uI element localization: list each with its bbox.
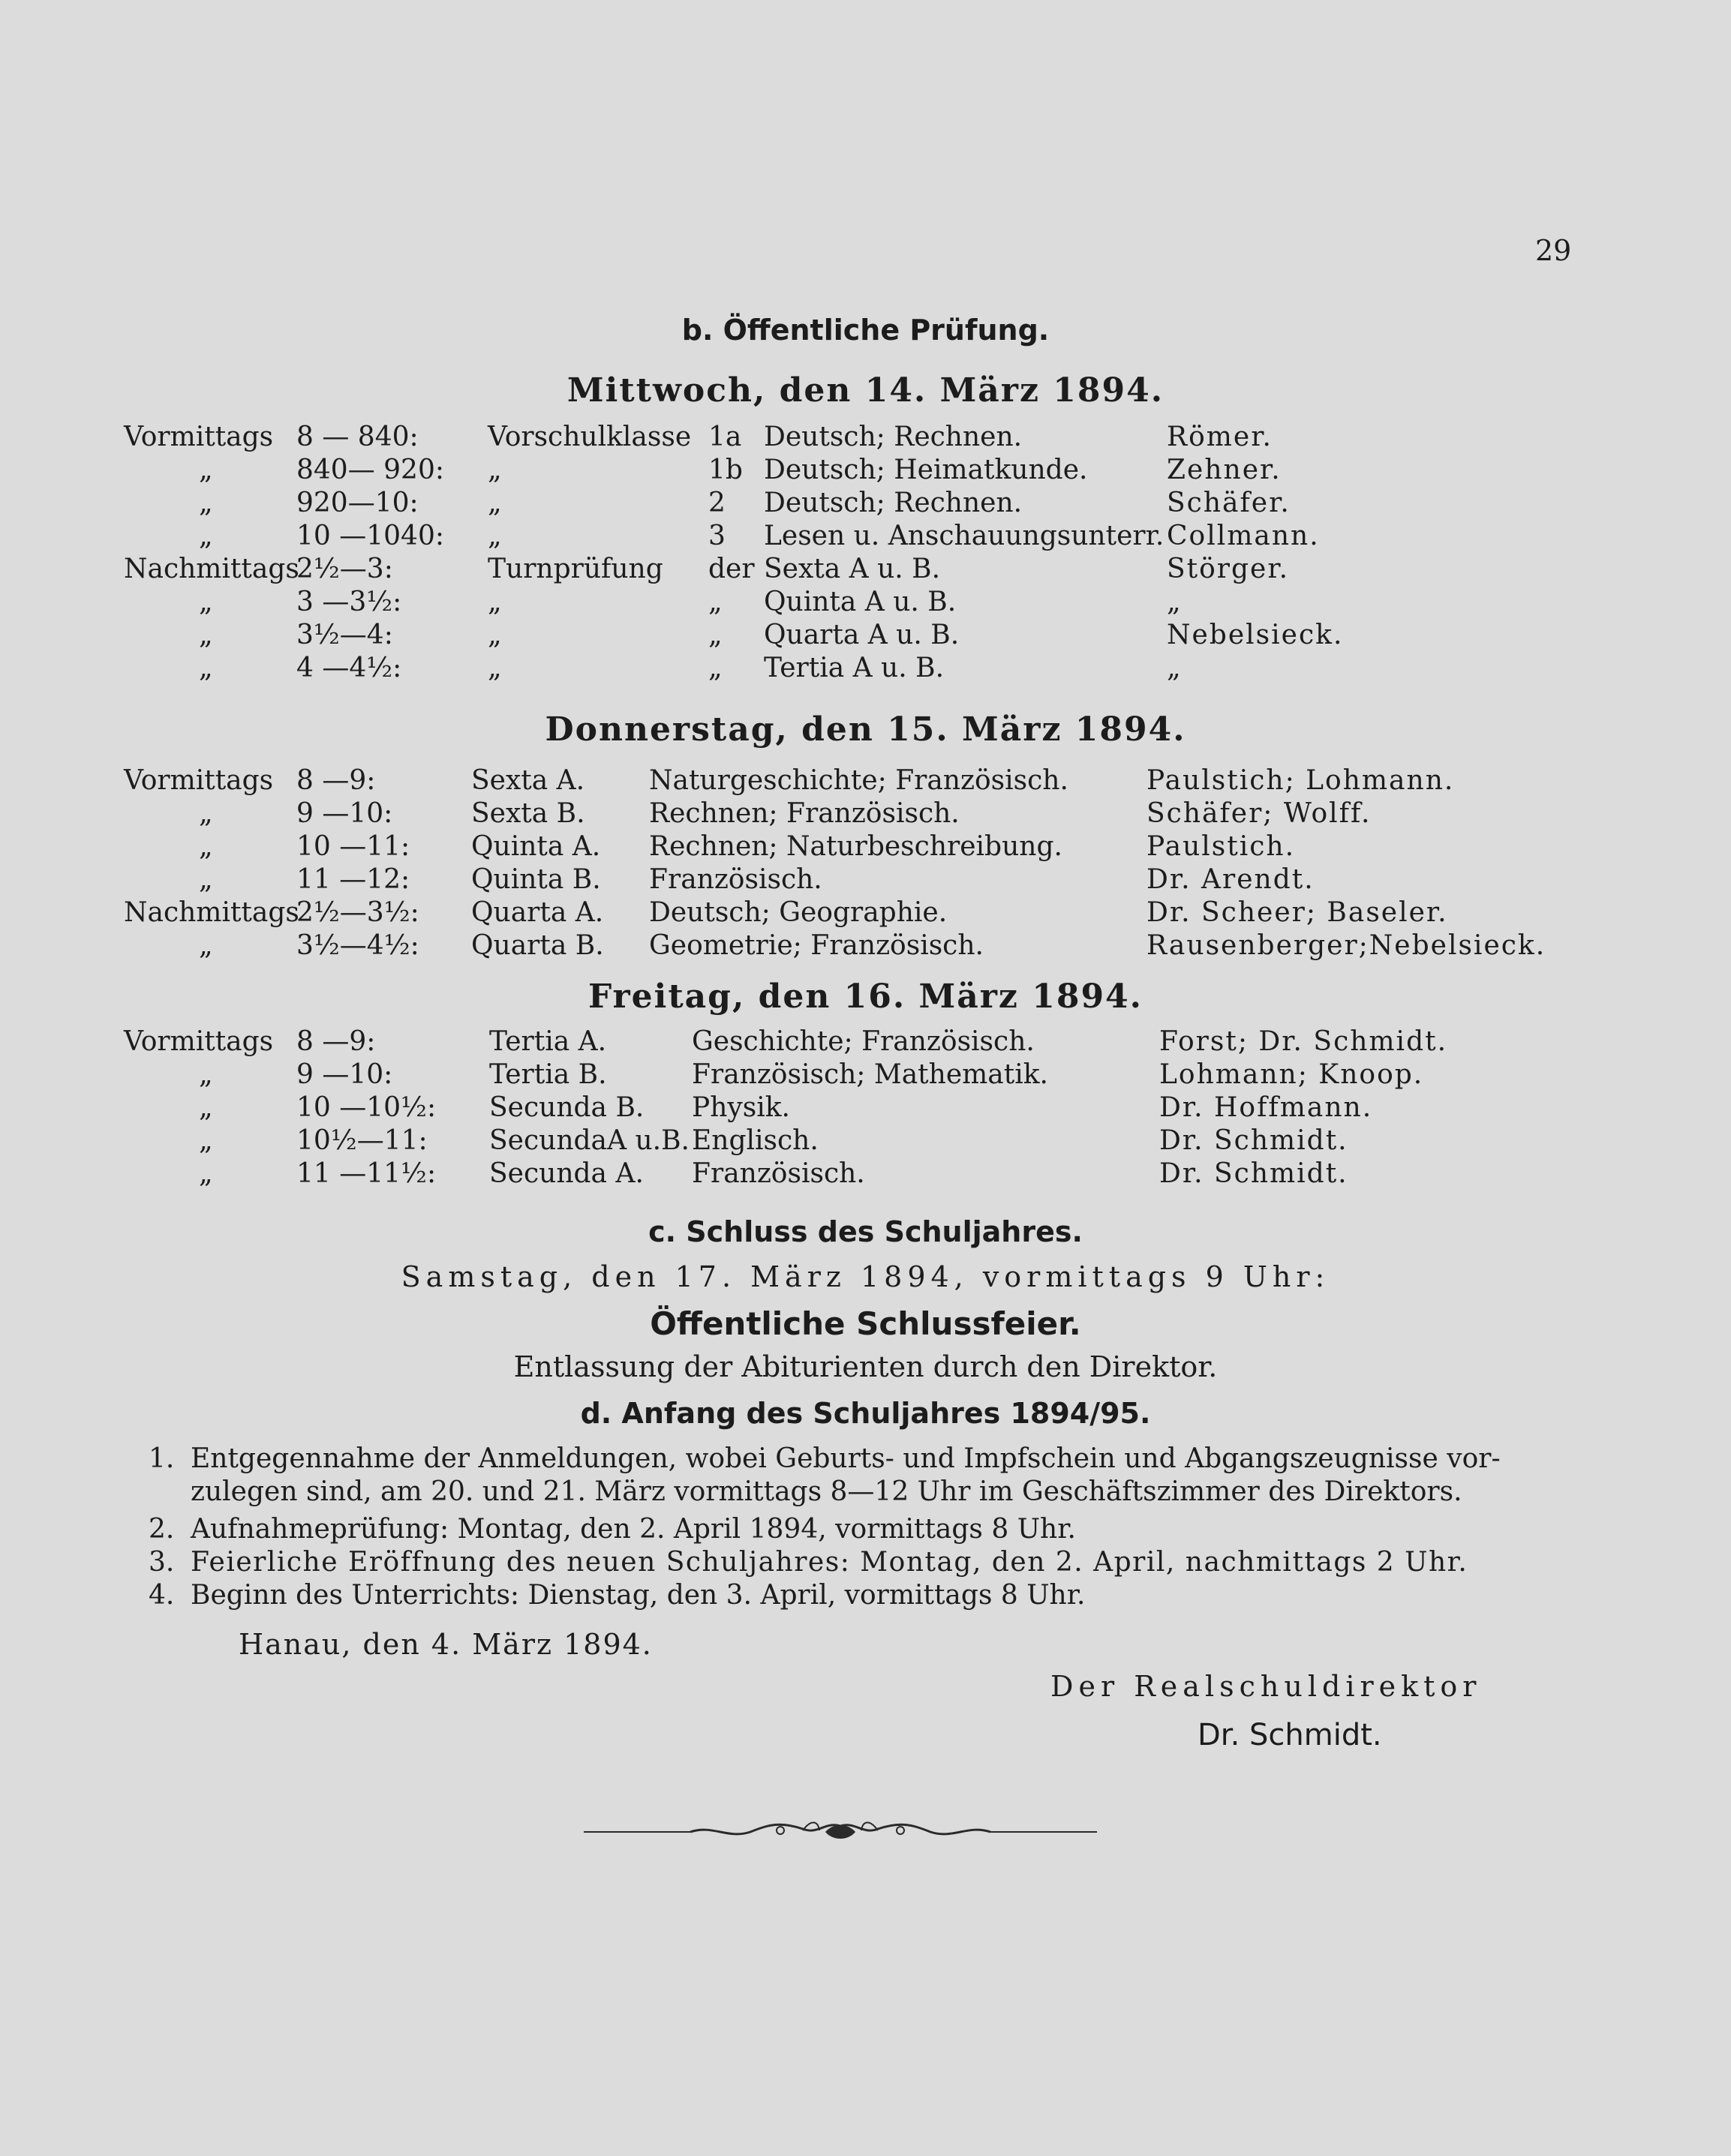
table-row: [0, 587, 1731, 621]
row-time: 8 —9:: [296, 1026, 376, 1057]
row-class: Sexta B.: [471, 798, 585, 829]
list-item-line: Entgegennahme der Anmeldungen, wobei Geburts- und Impfschein und Abgangszeugnisse vor-: [191, 1443, 1501, 1474]
table-row: [0, 897, 1731, 932]
table-row: [0, 620, 1731, 654]
row-time: 10 —11:: [296, 831, 410, 862]
row-period: „: [199, 455, 213, 485]
row-time: 10 —10½:: [296, 1092, 437, 1123]
row-subject: Französisch; Mathematik.: [692, 1059, 1048, 1090]
row-subject: Geschichte; Französisch.: [692, 1026, 1035, 1057]
row-period: „: [199, 1158, 213, 1189]
row-subject: Französisch.: [649, 864, 822, 895]
row-period: „: [199, 1092, 213, 1123]
row-period: „: [199, 930, 213, 961]
row-subject: Englisch.: [692, 1125, 819, 1156]
table-row: [0, 930, 1731, 965]
row-teacher: Zehner.: [1167, 455, 1282, 485]
table-row: [0, 864, 1731, 899]
table-row: [0, 1026, 1731, 1061]
table-row: [0, 831, 1731, 866]
row-time: 840— 920:: [296, 455, 444, 485]
closing-date-line: Samstag, den 17. März 1894, vormittags 9 Uhr:: [401, 1260, 1330, 1293]
row-subject: Quinta A u. B.: [764, 587, 957, 617]
day-heading-friday: Freitag, den 16. März 1894.: [588, 977, 1143, 1016]
table-row: [0, 1158, 1731, 1193]
row-period: „: [199, 488, 213, 518]
row-period: „: [199, 587, 213, 617]
row-teacher: Paulstich.: [1146, 831, 1296, 862]
list-item-line: Aufnahmeprüfung: Montag, den 2. April 1894, vormittags 8 Uhr.: [191, 1514, 1076, 1545]
list-item-number: 4.: [149, 1580, 175, 1611]
row-subject: Lesen u. Anschauungsunterr.: [764, 521, 1165, 551]
row-teacher: Dr. Schmidt.: [1159, 1125, 1348, 1156]
row-period: „: [199, 620, 213, 650]
row-period: „: [199, 521, 213, 551]
table-row: [0, 554, 1731, 588]
row-period: „: [199, 1059, 213, 1090]
row-class: „: [488, 521, 502, 551]
row-time: 11 —11½:: [296, 1158, 437, 1189]
row-period: „: [199, 653, 213, 683]
row-class: „: [488, 620, 502, 650]
row-time: 2½—3:: [296, 554, 393, 584]
list-item-number: 1.: [149, 1443, 175, 1474]
row-teacher: Dr. Schmidt.: [1159, 1158, 1348, 1189]
row-time: 8 —9:: [296, 765, 376, 796]
list-item-line: Feierliche Eröffnung des neuen Schuljahres: Montag, den 2. April, nachmittags 2 Uhr.: [191, 1547, 1468, 1578]
row-class: „: [488, 455, 502, 485]
list-item-line: Beginn des Unterrichts: Dienstag, den 3. April, vormittags 8 Uhr.: [191, 1580, 1086, 1611]
table-row: [0, 1092, 1731, 1127]
row-subclass: 3: [708, 521, 726, 551]
row-subclass: „: [708, 587, 723, 617]
row-period: „: [199, 798, 213, 829]
row-teacher: Schäfer.: [1167, 488, 1291, 518]
row-time: 8 — 840:: [296, 422, 419, 452]
list-item-number: 2.: [149, 1514, 175, 1545]
table-row: [0, 422, 1731, 456]
row-class: Tertia B.: [489, 1059, 607, 1090]
table-row: [0, 521, 1731, 555]
row-subclass: „: [708, 653, 723, 683]
row-subject: Deutsch; Rechnen.: [764, 422, 1023, 452]
signature-name: Dr. Schmidt.: [1198, 1718, 1382, 1752]
row-subject: Quarta A u. B.: [764, 620, 960, 650]
row-class: Quinta B.: [471, 864, 601, 895]
row-teacher: „: [1167, 587, 1183, 617]
row-subject: Sexta A u. B.: [764, 554, 941, 584]
signature-role: Der Realschuldirektor: [1050, 1670, 1482, 1703]
row-period: „: [199, 831, 213, 862]
section-c-title: c. Schluss des Schuljahres.: [648, 1215, 1083, 1248]
table-row: [0, 455, 1731, 489]
row-teacher: Paulstich; Lohmann.: [1146, 765, 1455, 796]
row-period: Vormittags: [124, 422, 274, 452]
row-period: „: [199, 864, 213, 895]
row-subject: Naturgeschichte; Französisch.: [649, 765, 1068, 796]
row-class: Tertia A.: [489, 1026, 607, 1057]
row-teacher: Römer.: [1167, 422, 1273, 452]
row-subclass: „: [708, 620, 723, 650]
row-teacher: Nebelsieck.: [1167, 620, 1344, 650]
row-time: 10½—11:: [296, 1125, 428, 1156]
row-class: Vorschulklasse: [488, 422, 692, 452]
table-row: [0, 765, 1731, 800]
row-teacher: Collmann.: [1167, 521, 1320, 551]
row-time: 3 —3½:: [296, 587, 402, 617]
row-class: Quinta A.: [471, 831, 601, 862]
row-period: Nachmittags: [124, 897, 299, 928]
row-time: 2½—3½:: [296, 897, 419, 928]
row-subclass: der: [708, 554, 755, 584]
row-period: Vormittags: [124, 765, 274, 796]
row-teacher: Störger.: [1167, 554, 1290, 584]
row-time: 9 —10:: [296, 798, 393, 829]
list-item-number: 3.: [149, 1547, 175, 1578]
section-d-title: d. Anfang des Schuljahres 1894/95.: [580, 1397, 1151, 1430]
closing-ceremony-title: Öffentliche Schlussfeier.: [650, 1305, 1081, 1342]
row-class: Turnprüfung: [488, 554, 663, 584]
ornament-divider-icon: [578, 1809, 1103, 1854]
row-class: SecundaA u.B.: [489, 1125, 690, 1156]
row-time: 9 —10:: [296, 1059, 393, 1090]
row-class: Sexta A.: [471, 765, 585, 796]
row-period: Nachmittags: [124, 554, 299, 584]
place-date: Hanau, den 4. März 1894.: [239, 1628, 653, 1661]
table-row: [0, 488, 1731, 522]
row-teacher: Lohmann; Knoop.: [1159, 1059, 1424, 1090]
row-class: „: [488, 587, 502, 617]
row-subject: Deutsch; Rechnen.: [764, 488, 1023, 518]
row-time: 920—10:: [296, 488, 419, 518]
row-subject: Tertia A u. B.: [764, 653, 945, 683]
row-time: 3½—4:: [296, 620, 393, 650]
row-subject: Physik.: [692, 1092, 790, 1123]
row-subject: Rechnen; Naturbeschreibung.: [649, 831, 1062, 862]
row-class: Quarta B.: [471, 930, 604, 961]
row-subclass: 2: [708, 488, 726, 518]
list-item-line: zulegen sind, am 20. und 21. März vormittags 8—12 Uhr im Geschäftszimmer des Direktors.: [191, 1476, 1462, 1507]
row-subclass: 1a: [708, 422, 742, 452]
section-b-title: b. Öffentliche Prüfung.: [681, 314, 1050, 347]
row-subclass: 1b: [708, 455, 743, 485]
row-teacher: Dr. Hoffmann.: [1159, 1092, 1373, 1123]
row-class: Secunda A.: [489, 1158, 644, 1189]
row-subject: Geometrie; Französisch.: [649, 930, 984, 961]
table-row: [0, 1125, 1731, 1160]
table-row: [0, 653, 1731, 687]
row-class: Secunda B.: [489, 1092, 645, 1123]
row-subject: Deutsch; Heimatkunde.: [764, 455, 1088, 485]
table-row: [0, 1059, 1731, 1094]
day-heading-wednesday: Mittwoch, den 14. März 1894.: [566, 371, 1165, 410]
row-period: „: [199, 1125, 213, 1156]
row-teacher: Rausenberger;Nebelsieck.: [1146, 930, 1546, 961]
row-subject: Rechnen; Französisch.: [649, 798, 960, 829]
row-time: 4 —4½:: [296, 653, 402, 683]
row-teacher: Dr. Scheer; Baseler.: [1146, 897, 1448, 928]
closing-note: Entlassung der Abiturienten durch den Direktor.: [513, 1350, 1218, 1383]
row-teacher: Schäfer; Wolff.: [1146, 798, 1372, 829]
row-teacher: Forst; Dr. Schmidt.: [1159, 1026, 1448, 1057]
row-subject: Französisch.: [692, 1158, 865, 1189]
row-subject: Deutsch; Geographie.: [649, 897, 948, 928]
row-period: Vormittags: [124, 1026, 274, 1057]
row-teacher: „: [1167, 653, 1183, 683]
row-time: 11 —12:: [296, 864, 410, 895]
table-row: [0, 798, 1731, 833]
row-teacher: Dr. Arendt.: [1146, 864, 1315, 895]
row-class: „: [488, 653, 502, 683]
row-class: „: [488, 488, 502, 518]
row-time: 3½—4½:: [296, 930, 419, 961]
page-number: 29: [1535, 234, 1572, 267]
row-class: Quarta A.: [471, 897, 604, 928]
row-time: 10 —1040:: [296, 521, 444, 551]
day-heading-thursday: Donnerstag, den 15. März 1894.: [545, 710, 1186, 749]
